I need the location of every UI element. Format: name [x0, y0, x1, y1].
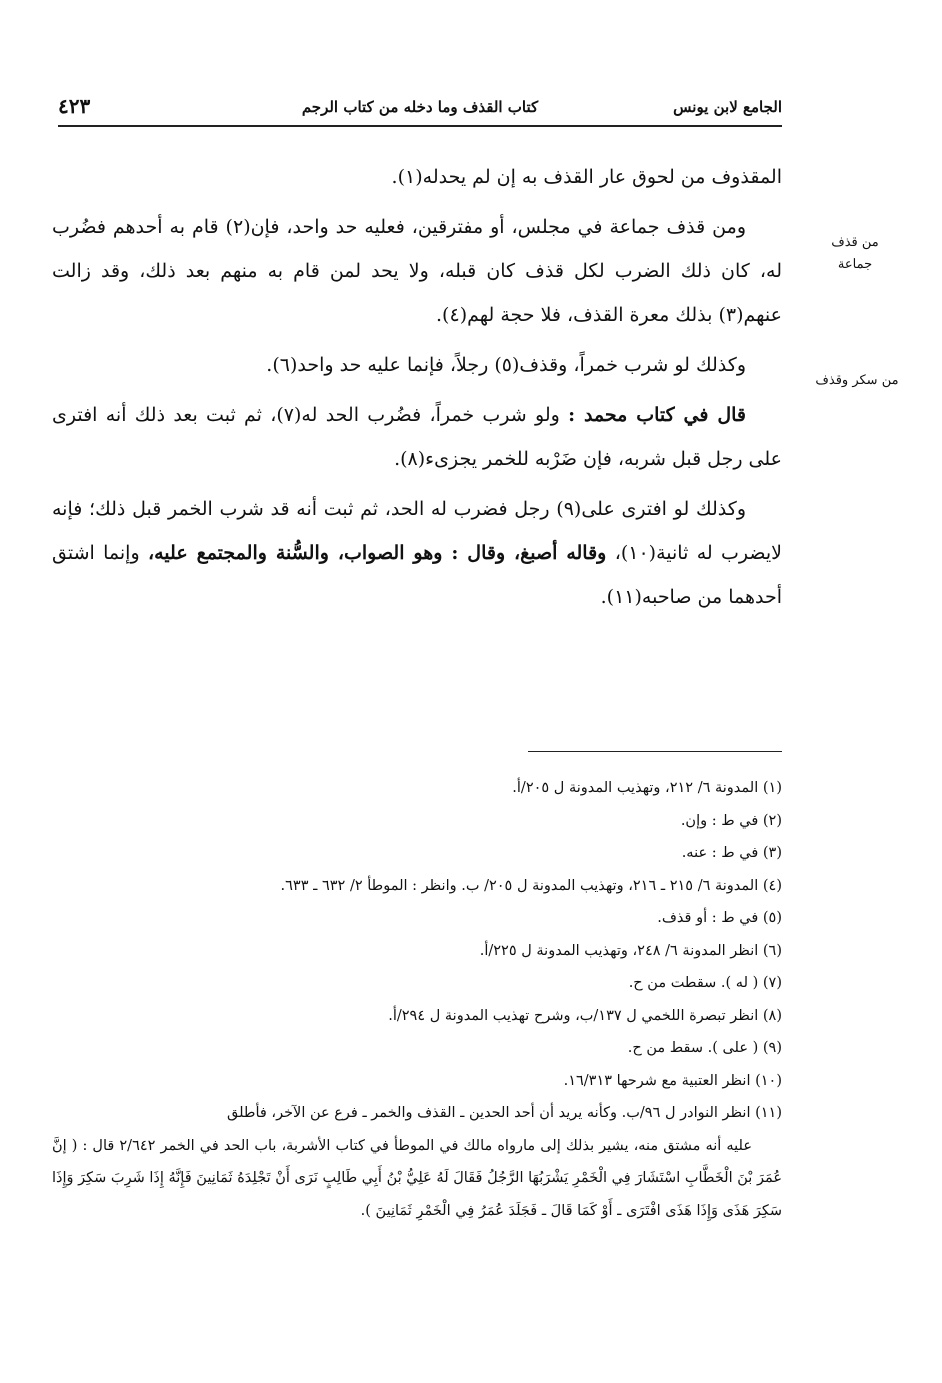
footnote-rule	[528, 751, 782, 752]
book-title: الجامع لابن يونس	[673, 98, 782, 116]
footnote-long	[52, 1097, 782, 1227]
footnote-lead: (١١) انظر النوادر ل ٩٦/ب. وكأنه يريد أن أحد الحدين ـ القذف والخمر ـ فرع عن الآخر، فأطلق	[227, 1105, 782, 1121]
footnote: (٢) في ط : وإن.	[680, 812, 782, 829]
paragraph-emphasis: وقاله أصبغ، وقال : وهو الصواب، والسُّنة والمجتمع عليه،	[147, 542, 607, 564]
footnote: (٩) ( على ). سقط من ح.	[627, 1040, 782, 1056]
footnote: (٦) انظر المدونة ٦/ ٢٤٨، وتهذيب المدونة ل ٢٢٥/أ.	[479, 942, 782, 959]
footnote: (٤) المدونة ٦/ ٢١٥ ـ ٢١٦، وتهذيب المدونة ل ٢٠٥/ ب. وانظر : الموطأ ٢/ ٦٣٢ ـ ٦٣٣.	[280, 877, 782, 894]
page-number: ٤٢٣	[58, 94, 91, 118]
footnotes	[52, 772, 782, 1227]
margin-note-line: من قذف	[831, 235, 879, 250]
paragraph: وكذلك لو شرب خمراً، وقذف(٥) رجلاً، فإنما عليه حد واحد(٦).	[266, 354, 746, 376]
footnote: (١) المدونة ٦/ ٢١٢، وتهذيب المدونة ل ٢٠٥/أ.	[512, 780, 782, 796]
paragraph-text: وإنما اشتق أحدهما من صاحبه(١١).	[52, 542, 782, 608]
paragraph-lead: قال في كتاب محمد :	[568, 404, 746, 426]
paragraph: المقذوف من لحوق عار القذف به إن لم يحدله(١).	[391, 166, 782, 188]
margin-note-group-qadhf	[810, 232, 900, 276]
chapter-title: كتاب القذف وما دخله من كتاب الرجم	[301, 98, 539, 116]
footnote: (٨) انظر تبصرة اللخمي ل ١٣٧/ب، وشرح تهذيب المدونة ل ٢٩٤/أ.	[388, 1007, 782, 1024]
paragraph: ومن قذف جماعة في مجلس، أو مفترقين، فعليه حد واحد، فإن(٢) قام به أحدهم فضُرب له، كان ذلك الضرب لكل قذف كان قبله، ولا يحد لمن قام به منهم بعد ذلك، وقد زالت عنهم(٣) بذلك معرة القذف، فلا حجة لهم(٤).	[52, 216, 782, 326]
margin-note-line: جماعة	[837, 257, 873, 272]
footnote: (١٠) انظر العتبية مع شرحها ١٦/٣١٣.	[563, 1072, 782, 1089]
paragraph	[52, 487, 782, 619]
footnote-continuation: عليه أنه مشتق منه، يشير بذلك إلى مارواه مالك في الموطأ في كتاب الأشربة، باب الحد في الخمر ٢/٦٤٢ قال : ( إنَّ عُمَرَ بْنَ الْخَطَّابِ اسْتَشَارَ فِي الْخَمْرِ يَشْرَبُهَا الرَّجُلُ فَقَالَ لَهُ عَلِيُّ بْنُ أَبِي طَالِبٍ نَرَى أَنْ تَجْلِدَهُ ثَمَانِينَ فَإِنَّهُ إِذَا شَرِبَ سَكِرَ وَإِذَا سَكِرَ هَذَى وَإِذَا هَذَى افْتَرَى ـ أَوْ كَمَا قَالَ ـ فَجَلَدَ عُمَرُ فِي الْخَمْرِ ثَمَانِينَ ).	[52, 1137, 782, 1219]
footnote: (٣) في ط : عنه.	[681, 845, 782, 861]
paragraph-text: وكذلك لو افترى على(٩) رجل فضرب له الحد، ثم ثبت أنه قد شرب الخمر قبل ذلك؛ فإنه لايضرب له ثانية(١٠)،	[52, 498, 782, 564]
paragraph-text: ولو شرب خمراً، فضُرب الحد له(٧)، ثم ثبت بعد ذلك أنه افترى على رجل قبل شربه، فإن ضَرْبه للخمر يجزىء(٨).	[52, 404, 782, 470]
footnote: (٥) في ط : أو قذف.	[657, 910, 782, 926]
footnote: (٧) ( له ). سقطت من ح.	[628, 975, 782, 991]
header-rule	[58, 125, 782, 127]
paragraph	[52, 393, 782, 481]
margin-note-drunk-qadhf: من سكر وقذف	[815, 373, 899, 388]
main-text	[52, 155, 782, 625]
running-header	[58, 94, 782, 124]
